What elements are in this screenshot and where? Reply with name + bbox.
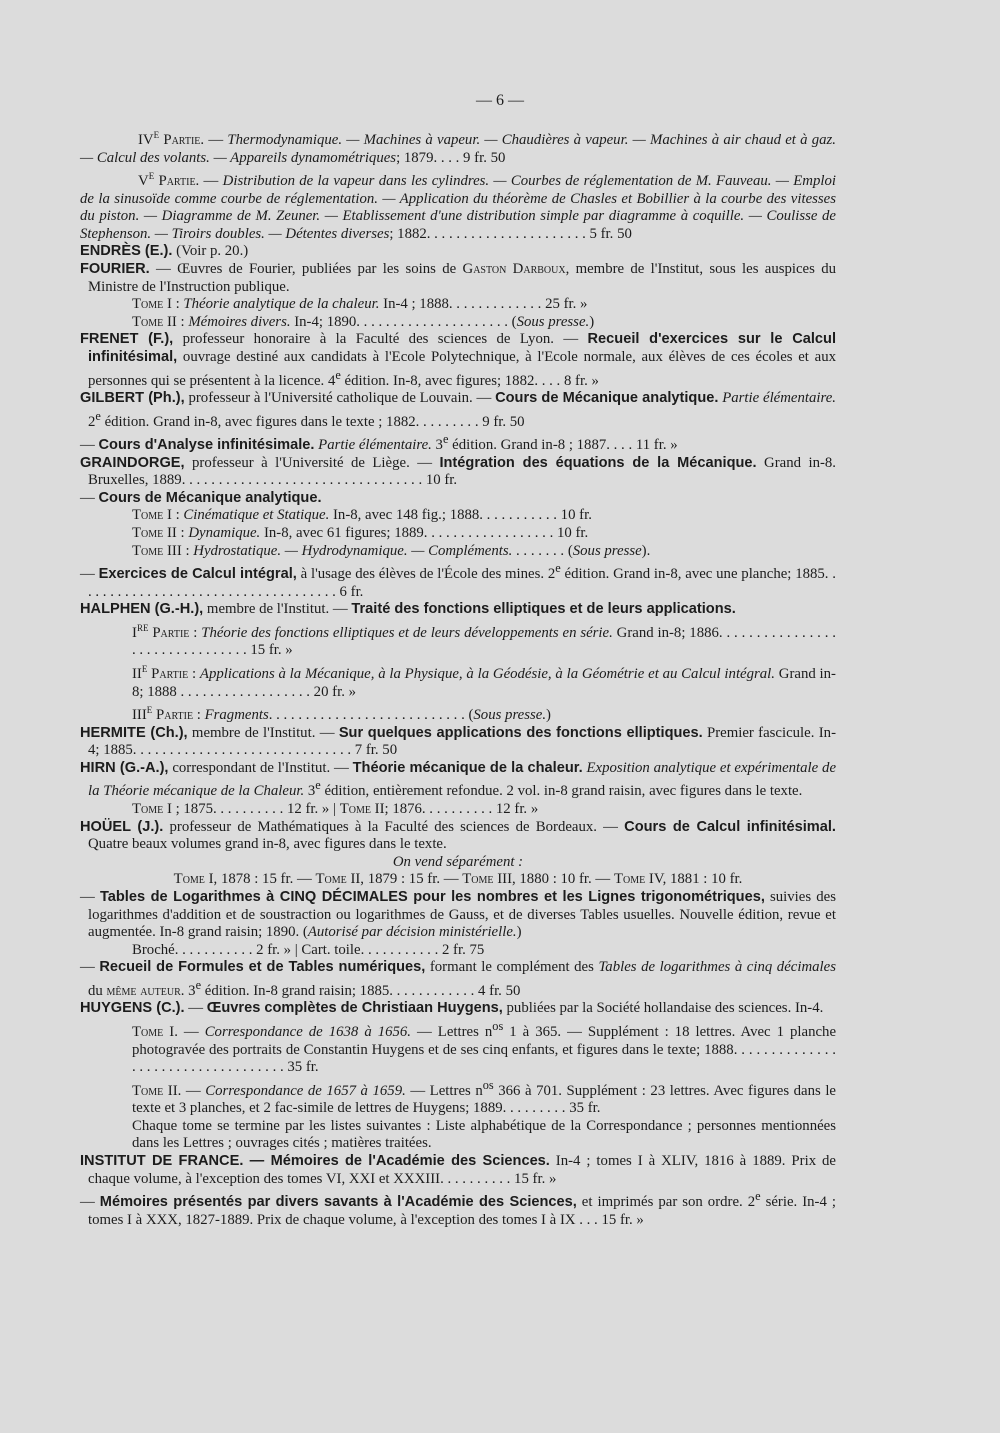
catalog-line: Tome I ; 1875. . . . . . . . . . 12 fr. » | Tome II; 1876. . . . . . . . . . 12 fr. » bbox=[132, 801, 539, 817]
catalog-line: Tome I : Théorie analytique de la chaleur. In-4 ; 1888. . . . . . . . . . . . . 25 fr. » bbox=[132, 296, 588, 313]
catalog-line: — Exercices de Calcul intégral, à l'usage des élèves de l'École des mines. 2e édition. Grand in-8, avec une planche; 1885. . . . . . . . . . . . . . . . . . . . . . . . . . . . . . . . . . . . 6 fr. bbox=[80, 561, 837, 600]
catalog-line: IIIe Partie : Fragments. . . . . . . . . . . . . . . . . . . . . . . . . . . (Sous presse.) bbox=[132, 702, 551, 724]
catalog-line: Tome II : Dynamique. In-8, avec 61 figures; 1889. . . . . . . . . . . . . . . . . . 10 fr. bbox=[132, 525, 589, 542]
catalog-line: Tome I. — Correspondance de 1638 à 1656. — Lettres $n^{os}$ 1 à 365. — Supplément : 18 lettres. Avec 1 planche photogravée des portraits de Constantin Huygens et de ses cinq enfants, et figures dans le texte; 1888. . . . . . . . . . . . . . . . . . . . . . . . . . . . . . . . . . . 35 fr. bbox=[132, 1019, 837, 1076]
catalog-line: HOÜEL (J.). professeur de Mathématiques à la Faculté des sciences de Bordeaux. — Cours de Calcul infinitésimal. Quatre beaux volumes grand in-8, avec figures dans le texte. bbox=[80, 818, 836, 853]
catalog-line: HIRN (G.-A.), correspondant de l'Institut. — Théorie mécanique de la chaleur. Exposition analytique et expérimentale de la Théorie mécanique de la Chaleur. 3e édition, entièrement refondue. 2 vol. in-8 grand raisin, avec figures dans le texte. bbox=[80, 759, 837, 800]
catalog-line: HALPHEN (G.-H.), membre de l'Institut. — Traité des fonctions elliptiques et de leurs applications. bbox=[80, 601, 736, 618]
catalog-line: Ire Partie : Théorie des fonctions elliptiques et de leurs développements en série. Grand in-8; 1886. . . . . . . . . . . . . . . . . . . . . . . . . . . . . . . . 15 fr. » bbox=[132, 619, 836, 659]
catalog-line: HUYGENS (C.). — Œuvres complètes de Christiaan Huygens, publiées par la Société hollandaise des sciences. In-4. bbox=[80, 1000, 824, 1017]
catalog-line: — Recueil de Formules et de Tables numériques, formant le complément des Tables de logarithmes à cinq décimales du même auteur. 3e édition. In-8 grand raisin; 1885. . . . . . . . . . . . 4 fr. 50 bbox=[80, 959, 836, 999]
catalog-line: HERMITE (Ch.), membre de l'Institut. — Sur quelques applications des fonctions elliptiques. Premier fascicule. In-4; 1885. . . . . . . . . . . . . . . . . . . . . . . . . . . . . . 7 fr. 50 bbox=[80, 724, 836, 759]
catalog-line: FRENET (F.), professeur honoraire à la Faculté des sciences de Lyon. — Recueil d'exercices sur le Calcul infinitésimal, ouvrage destiné aux candidats à l'Ecole Polytechnique, à l'Ecole normale, aux élèves de ces écoles et aux personnes qui se présentent à la licence. 4e édition. In-8, avec figures; 1882. . . . 8 fr. » bbox=[80, 331, 836, 389]
catalog-line: — Tables de Logarithmes à CINQ DÉCIMALES pour les nombres et les Lignes trigonométriques, suivies des logarithmes d'addition et de soustraction ou logarithmes de Gauss, et de diverses Tables usuelles. Nouvelle édition, revue et augmentée. In-8 grand raisin; 1890. (Autorisé par décision ministérielle.) bbox=[80, 888, 836, 941]
catalog-line: — Cours de Mécanique analytique. bbox=[80, 489, 322, 506]
catalog-line: FOURIER. — Œuvres de Fourier, publiées par les soins de Gaston Darboux, membre de l'Institut, sous les auspices du Ministre de l'Instruction publique. bbox=[80, 261, 836, 295]
catalog-line: Tome I : Cinématique et Statique. In-8, avec 148 fig.; 1888. . . . . . . . . . . 10 fr. bbox=[132, 507, 592, 524]
catalog-line: — Cours d'Analyse infinitésimale. Partie élémentaire. 3e édition. Grand in-8 ; 1887. . . . 11 fr. » bbox=[80, 432, 678, 454]
catalog-line: IVe Partie. — Thermodynamique. — Machines à vapeur. — Chaudières à vapeur. — Machines à air chaud et à gaz. — Calcul des volants. — Appareils dynamométriques; 1879. . . . 9 fr. 50 bbox=[80, 127, 837, 166]
catalog-line: Tome I, 1878 : 15 fr. — Tome II, 1879 : 15 fr. — Tome III, 1880 : 10 fr. — Tome IV, 1881 : 10 fr. bbox=[173, 871, 743, 888]
catalog-line: INSTITUT DE FRANCE. — Mémoires de l'Académie des Sciences. In-4 ; tomes I à XLIV, 1816 à 1889. Prix de chaque volume, à l'exception des tomes VI, XXI et XXXIII. . . . . . . . . . 15 fr. » bbox=[80, 1153, 836, 1187]
catalog-line: Tome II : Mémoires divers. In-4; 1890. . . . . . . . . . . . . . . . . . . . . (Sous presse.) bbox=[132, 313, 595, 330]
catalog-line: Tome II. — Correspondance de 1657 à 1659. — Lettres $n^{os}$ 366 à 701. Supplément : 23 lettres. Avec figures dans le texte et 3 planches, et 2 fac-simile de lettres de Huygens; 1889. . . . . . . . . 35 fr. bbox=[132, 1077, 837, 1117]
catalog-line: Chaque tome se termine par les listes suivantes : Liste alphabétique de la Correspondance ; personnes mentionnées dans les Lettres ; ouvrages cités ; matières traitées. bbox=[132, 1117, 836, 1152]
catalog-line: On vend séparément : bbox=[392, 853, 524, 870]
catalog-line: Tome III : Hydrostatique. — Hydrodynamique. — Compléments. . . . . . . . (Sous presse). bbox=[132, 542, 651, 559]
catalog-line: — Mémoires présentés par divers savants à l'Académie des Sciences, et imprimés par son ordre. 2e série. In-4 ; tomes I à XXX, 1827-1889. Prix de chaque volume, à l'exception des tomes I à IX . . . 15 fr. » bbox=[80, 1189, 836, 1228]
catalog-line: GRAINDORGE, professeur à l'Université de Liège. — Intégration des équations de la Mécanique. Grand in-8. Bruxelles, 1889. . . . . . . . . . . . . . . . . . . . . . . . . . . . . . . . . 10 fr. bbox=[80, 454, 836, 489]
catalog-line: GILBERT (Ph.), professeur à l'Université catholique de Louvain. — Cours de Mécanique analytique. Partie élémentaire. 2e édition. Grand in-8, avec figures dans le texte ; 1882. . . . . . . . . 9 fr. 50 bbox=[80, 390, 836, 430]
catalog-line: IIe Partie : Applications à la Mécanique, à la Physique, à la Géodésie, à la Géométrie et au Calcul intégral. Grand in-8; 1888 . . . . . . . . . . . . . . . . . . 20 fr. » bbox=[132, 661, 836, 700]
catalog-line: ENDRÈS (E.). (Voir p. 20.) bbox=[80, 243, 249, 260]
catalog-line: Ve Partie. — Distribution de la vapeur dans les cylindres. — Courbes de réglementation de M. Fauveau. — Emploi de la sinusoïde comme courbe de réglementation. — Application du théorème de Chasles et Bobillier à la courbe des vitesses du piston. — Diagramme de M. Zeuner. — Etablissement d'une distribution simple par diagramme à coquille. — Coulisse de Stephenson. — Tiroirs doubles. — Détentes diverses; 1882. . . . . . . . . . . . . . . . . . . . . . 5 fr. 50 bbox=[80, 168, 836, 242]
catalog-column bbox=[80, 126, 836, 1229]
page-number: — 6 — bbox=[476, 92, 524, 109]
catalog-line: Broché. . . . . . . . . . . 2 fr. » | Cart. toile. . . . . . . . . . . 2 fr. 75 bbox=[132, 941, 485, 958]
